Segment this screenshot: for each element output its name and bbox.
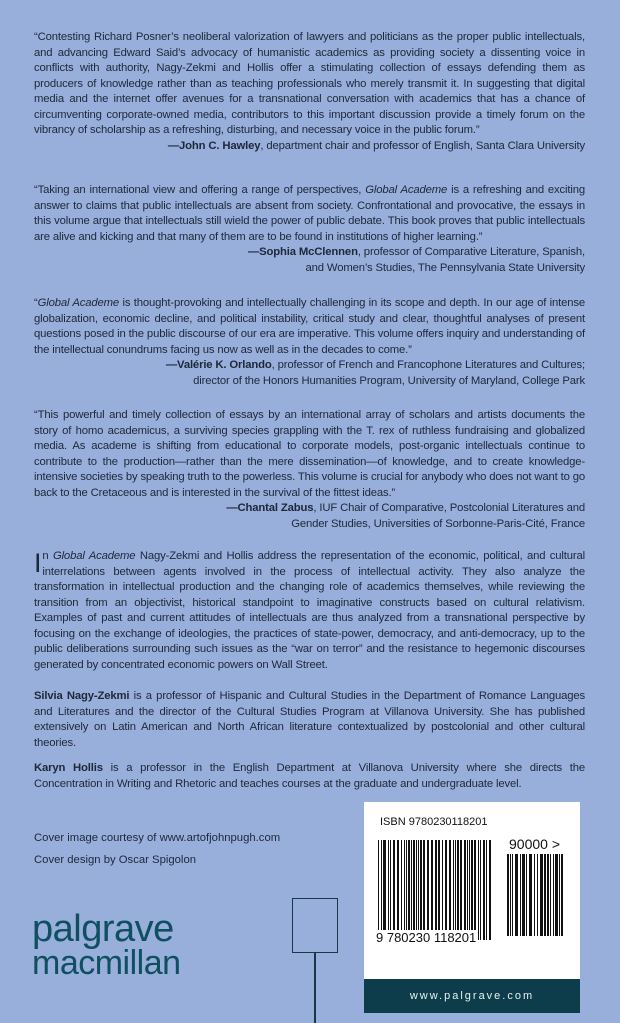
book-title: Global Academe — [365, 184, 448, 196]
review-text: “This powerful and timely collection of essays by an international array of scholars and artists documents the story of homo academicus, a surviving species grappling with the T. rex of ruthless fundraising and globalized media. As academe is shifting from educational to corporate models, post-organic intellectuals continue to contribute to the production—rather than the mere dissemination—of knowledge, and to create knowledge-intensive societies by speaking truth to the powerless. This volume is crucial for anybody who does not want to go back to the Cretaceous and is interested in the survival of the fittest ideas.” — [34, 409, 585, 499]
barcode-bar — [460, 840, 462, 940]
reviewer-affiliation: , department chair and professor of English, Santa Clara University — [260, 139, 585, 152]
barcode-bar — [455, 840, 456, 940]
barcode-bar — [510, 854, 512, 936]
barcode-bar — [561, 854, 563, 936]
barcode-bar — [390, 840, 391, 940]
publisher-url: www.palgrave.com — [364, 979, 580, 1013]
book-title: Global Academe — [52, 550, 136, 562]
reviewer-name: —Chantal Zabus — [226, 502, 314, 514]
bio-name: Karyn Hollis — [34, 762, 103, 774]
barcode-bar — [483, 840, 485, 940]
barcode-bar — [378, 840, 379, 940]
barcode-bar — [420, 840, 422, 940]
barcode-bar — [416, 840, 417, 940]
barcode-bar — [540, 854, 542, 936]
barcode-bar — [464, 840, 466, 940]
drop-cap: I — [34, 548, 42, 578]
barcode-bar — [534, 854, 535, 936]
barcode-bar — [544, 854, 546, 936]
barcode-bar — [449, 840, 451, 940]
barcode-bar — [388, 840, 389, 940]
review-attribution: —Chantal Zabus, IUF Chair of Comparative, Postcolonial Literatures and — [226, 502, 585, 514]
barcode-bar — [471, 840, 472, 940]
barcode-bar — [453, 840, 454, 940]
isbn-barcode — [364, 802, 580, 1013]
review-text: “Global Academe is thought-provoking and intellectually challenging in its scope and depth. In our age of intense globalization, economic decline, and political instability, critical study and clear, thoughtful analyses of present questions posed in the public discourse of our era are imperative. This volume offers inquiry and understanding of the intellectual conundrums facing us now as well as in the decades to come.” — [34, 297, 585, 356]
bio-editor-2: Karyn Hollis is a professor in the English Department at Villanova University where she directs the Concentration in Writing and Rhetoric and teaches courses at the graduate and undergraduate level. — [34, 762, 585, 790]
barcode-bar — [550, 854, 552, 936]
barcode-bar — [408, 840, 410, 940]
barcode-bar — [467, 840, 468, 940]
barcode-bar — [418, 840, 419, 940]
bio-name: Silvia Nagy-Zekmi — [34, 690, 130, 702]
barcode-bar — [469, 840, 470, 940]
barcode-bar — [474, 840, 476, 940]
book-description: In Global Academe Nagy-Zekmi and Hollis address the representation of the economic, political, and cultural interrelations between agents involved in the process of intellectual activity. They also analyze the transformation in intellectual production and the changing role of academics themselves, while reviewing the transition from an objectivist, historical standpoint to imaginative constructs based on cultural relativism. Examples of past and current attitudes of intellectuals are thus analyzed from a transnational perspective by focusing on the exchange of ideologies, the practices of state-power, democracy, and anti-democracy, up to the public deliberations surrounding such issues as the “war on terror” and the resistance to hegemonic discourses generated by concentrated economic powers on Wall Street. — [34, 548, 586, 671]
barcode-bar — [515, 854, 517, 936]
review-1 — [34, 30, 585, 154]
barcode-bar — [555, 854, 557, 936]
addon-bars — [507, 854, 564, 936]
barcode-bar — [507, 854, 509, 936]
reviewer-affiliation: and Women’s Studies, The Pennsylvania State University — [305, 261, 585, 274]
barcode-bar — [537, 854, 539, 936]
barcode-bar — [381, 840, 382, 940]
barcode-bar — [526, 854, 528, 936]
barcode-bar — [411, 840, 412, 940]
barcode-bar — [457, 840, 459, 940]
barcode-bar — [489, 840, 491, 940]
reviewer-name: —Valérie K. Orlando — [165, 359, 272, 371]
reviewer-affiliation: director of the Honors Humanities Program, University of Maryland, College Park — [193, 374, 585, 387]
barcode-bar — [406, 840, 407, 940]
review-2 — [34, 183, 585, 276]
review-text: “Contesting Richard Posner’s neoliberal valorization of lawyers and politicians as the proper public intellectuals, and advancing Edward Said’s advocacy of humanistic academics as providing society a dissenting voice in conflicts with authority, Nagy-Zekmi and Hollis offer a stimulating collection of essays defending them as producers of knowledge rather than as teaching professionals who merely transmit it. In suggesting that digital media and the internet offer avenues for a transnational conversation with academics that has a chance of circumventing corporate-owned media, contributors to this important discussion provide a timely forum on the vibrancy of scholarship as a refreshing, disturbing, and necessary voice in the public forum.” — [34, 31, 585, 136]
barcode-bar — [529, 854, 531, 936]
bio-editor-1: Silvia Nagy-Zekmi is a professor of Hispanic and Cultural Studies in the Department of Romance Languages and Literatures and the director of the Cultural Studies Program at Villanova University. She has published extensively on Latin American and North African literature contextualized by postcolonial and other cultural theories. — [34, 690, 585, 749]
barcode-bar — [413, 840, 414, 940]
barcode-bar — [445, 840, 447, 940]
isbn-label: ISBN 9780230118201 — [380, 816, 488, 828]
barcode-bar — [480, 840, 481, 940]
reviewer-name: —John C. Hawley — [167, 139, 261, 152]
review-4 — [34, 408, 585, 532]
barcode-bar — [438, 840, 440, 940]
barcode-bar — [393, 840, 395, 940]
barcode-bar — [427, 840, 429, 940]
review-attribution — [34, 139, 585, 155]
barcode-bar — [478, 840, 479, 940]
book-title: Global Academe — [37, 297, 120, 309]
barcode-bar — [423, 840, 425, 940]
price-addon: 90000 > — [509, 836, 560, 852]
barcode-bar — [404, 840, 405, 940]
barcode-bar — [435, 840, 436, 940]
decorative-line — [314, 953, 316, 1023]
barcode-bar — [547, 854, 549, 936]
barcode-bar — [512, 854, 513, 936]
review-attribution: —Sophia McClennen, professor of Comparative Literature, Spanish, — [248, 246, 585, 258]
reviewer-name: —Sophia McClennen — [248, 246, 358, 258]
barcode-bar — [442, 840, 443, 940]
barcode-bar — [522, 854, 524, 936]
review-3 — [34, 296, 585, 389]
barcode-bar — [401, 840, 402, 940]
barcode-digits: 9 780230 118201 — [376, 930, 477, 945]
review-attribution: —Valérie K. Orlando, professor of French and Francophone Literatures and Cultures; — [165, 359, 585, 371]
barcode-bar — [553, 854, 554, 936]
barcode-bar — [383, 840, 385, 940]
palgrave-macmillan-logo: palgrave macmillan — [32, 908, 181, 982]
barcode-bar — [559, 854, 560, 936]
review-text: “Taking an international view and offering a range of perspectives, Global Academe is a refreshing and exciting answer to claims that public intellectuals are absent from society. Confrontational and provocative, the essays in this volume argue that intellectuals still wield the power of public debate. This book proves that public intellectuals are alive and kicking and that many of them are to be found in institutions of higher learning.” — [34, 184, 586, 243]
barcode-bar — [431, 840, 433, 940]
barcode-bars — [378, 840, 493, 940]
barcode-bar — [486, 840, 487, 940]
cover-image-credit: Cover image courtesy of www.artofjohnpugh.com — [34, 832, 281, 844]
barcode-bar — [397, 840, 399, 940]
decorative-square — [292, 898, 338, 953]
cover-design-credit: Cover design by Oscar Spigolon — [34, 854, 197, 866]
reviewer-affiliation: Gender Studies, Universities of Sorbonne-Paris-Cité, France — [291, 517, 585, 530]
barcode-bar — [520, 854, 521, 936]
